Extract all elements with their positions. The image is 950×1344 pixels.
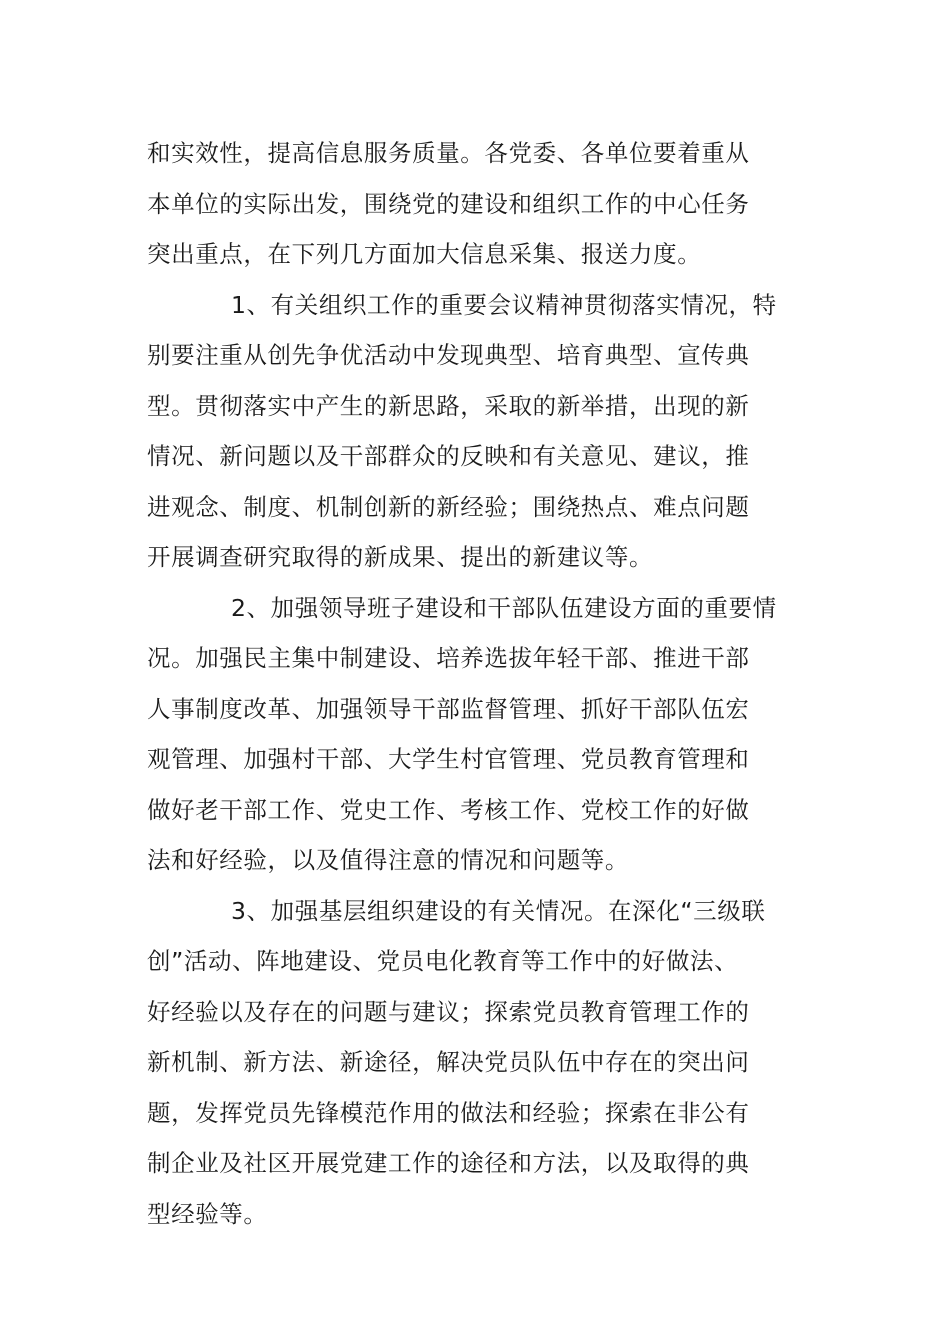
text-line: 型经验等。: [147, 1199, 268, 1228]
body-text: [147, 128, 807, 1239]
text-line: 本单位的实际出发，围绕党的建设和组织工作的中心任务: [147, 189, 750, 218]
paragraph-first-line: 3、加强基层组织建设的有关情况。在深化“三级联: [231, 896, 766, 925]
text-line: 新机制、新方法、新途径，解决党员队伍中存在的突出问: [147, 1048, 750, 1076]
text-line: 况。加强民主集中制建设、培养选拔年轻干部、推进干部: [147, 644, 750, 672]
text-line: 做好老干部工作、党史工作、考核工作、党校工作的好做: [147, 795, 750, 824]
text-line: 情况、新问题以及干部群众的反映和有关意见、建议，推: [147, 442, 750, 470]
text-line: 题，发挥党员先锋模范作用的做法和经验；探索在非公有: [147, 1098, 750, 1127]
text-line: 制企业及社区开展党建工作的途径和方法，以及取得的典: [147, 1149, 750, 1177]
text-line: 好经验以及存在的问题与建议；探索党员教育管理工作的: [147, 997, 750, 1026]
text-line: 型。贯彻落实中产生的新思路，采取的新举措，出现的新: [147, 391, 750, 420]
text-line: 创”活动、阵地建设、党员电化教育等工作中的好做法、: [147, 947, 739, 975]
paragraph-first-line: 2、加强领导班子建设和干部队伍建设方面的重要情: [231, 593, 777, 622]
paragraph-first-line: 1、有关组织工作的重要会议精神贯彻落实情况，特: [231, 290, 777, 319]
text-line: 开展调查研究取得的新成果、提出的新建议等。: [147, 543, 654, 571]
text-line: 法和好经验，以及值得注意的情况和问题等。: [147, 846, 629, 874]
text-line: 突出重点，在下列几方面加大信息采集、报送力度。: [147, 240, 702, 268]
text-line: 别要注重从创先争优活动中发现典型、培育典型、宣传典: [147, 341, 750, 369]
text-line: 观管理、加强村干部、大学生村官管理、党员教育管理和: [147, 745, 750, 773]
text-line: 人事制度改革、加强领导干部监督管理、抓好干部队伍宏: [147, 694, 750, 723]
text-line: 进观念、制度、机制创新的新经验；围绕热点、难点问题: [147, 492, 750, 521]
text-line: 和实效性，提高信息服务质量。各党委、各单位要着重从: [147, 139, 750, 167]
